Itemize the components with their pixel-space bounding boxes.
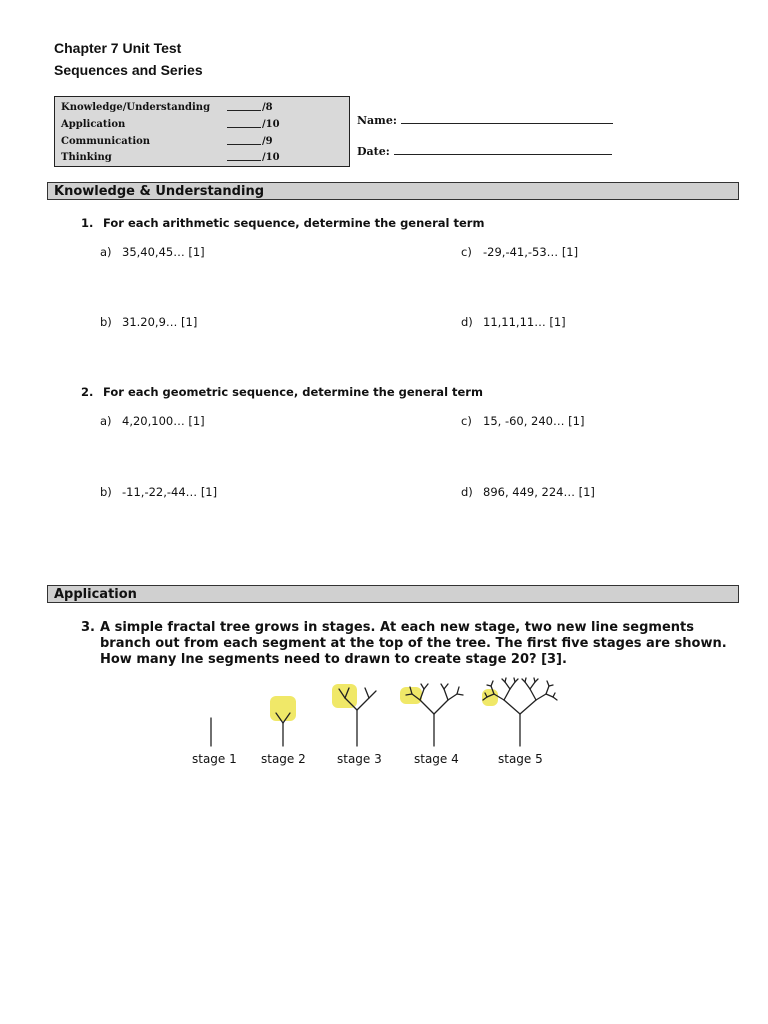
marks-summary-box (54, 96, 350, 167)
item-expression: -11,-22,-44… [1] (122, 485, 218, 499)
date-field (357, 144, 612, 158)
highlight-mark (270, 696, 296, 721)
name-input-line[interactable] (401, 113, 613, 124)
stage-label: stage 1 (192, 752, 237, 766)
score-blank[interactable] (227, 144, 261, 145)
mark-label: Knowledge/Understanding (61, 102, 211, 113)
question-number: 3. (81, 620, 95, 635)
stage-label: stage 2 (261, 752, 306, 766)
test-title: Chapter 7 Unit Test (54, 40, 182, 56)
mark-out-of: /10 (262, 119, 280, 130)
date-label: Date: (357, 145, 390, 158)
section-application: Application (47, 585, 739, 603)
highlight-mark (332, 684, 357, 708)
mark-label: Thinking (61, 152, 112, 163)
item-letter: c) (461, 245, 472, 259)
mark-out-of: /10 (262, 152, 280, 163)
tree-stage-5 (483, 678, 557, 746)
stage-label: stage 3 (337, 752, 382, 766)
name-field (357, 113, 613, 127)
highlight-mark (482, 689, 498, 706)
item-expression: 35,40,45… [1] (122, 245, 205, 259)
name-label: Name: (357, 114, 397, 127)
tree-stage-3 (339, 688, 376, 746)
date-input-line[interactable] (394, 144, 612, 155)
item-letter: b) (100, 315, 112, 329)
item-letter: d) (461, 485, 473, 499)
item-expression: 11,11,11… [1] (483, 315, 566, 329)
fractal-tree-figure (180, 676, 570, 754)
stage-label: stage 4 (414, 752, 459, 766)
mark-out-of: /9 (262, 136, 273, 147)
mark-out-of: /8 (262, 102, 273, 113)
mark-label: Communication (61, 136, 151, 147)
question-text: For each arithmetic sequence, determine the general term (103, 216, 485, 230)
item-expression: 31.20,9… [1] (122, 315, 198, 329)
question-number: 1. (81, 216, 94, 230)
item-expression: -29,-41,-53… [1] (483, 245, 579, 259)
item-expression: 15, -60, 240… [1] (483, 414, 585, 428)
stage-label: stage 5 (498, 752, 543, 766)
question-text: A simple fractal tree grows in stages. At each new stage, two new line segments branch out from each segment at the top of the tree. The first five stages are shown. How many lne segments need to drawn to create stage 20? [3]. (100, 620, 727, 667)
question-text: For each geometric sequence, determine the general term (103, 385, 483, 399)
item-expression: 896, 449, 224… [1] (483, 485, 595, 499)
item-letter: a) (100, 414, 112, 428)
question-number: 2. (81, 385, 94, 399)
score-blank[interactable] (227, 127, 261, 128)
section-knowledge-understanding: Knowledge & Understanding (47, 182, 739, 200)
item-letter: a) (100, 245, 112, 259)
test-subtitle: Sequences and Series (54, 62, 203, 78)
item-letter: d) (461, 315, 473, 329)
mark-label: Application (61, 119, 126, 130)
item-letter: b) (100, 485, 112, 499)
item-letter: c) (461, 414, 472, 428)
item-expression: 4,20,100… [1] (122, 414, 205, 428)
score-blank[interactable] (227, 160, 261, 161)
score-blank[interactable] (227, 110, 261, 111)
